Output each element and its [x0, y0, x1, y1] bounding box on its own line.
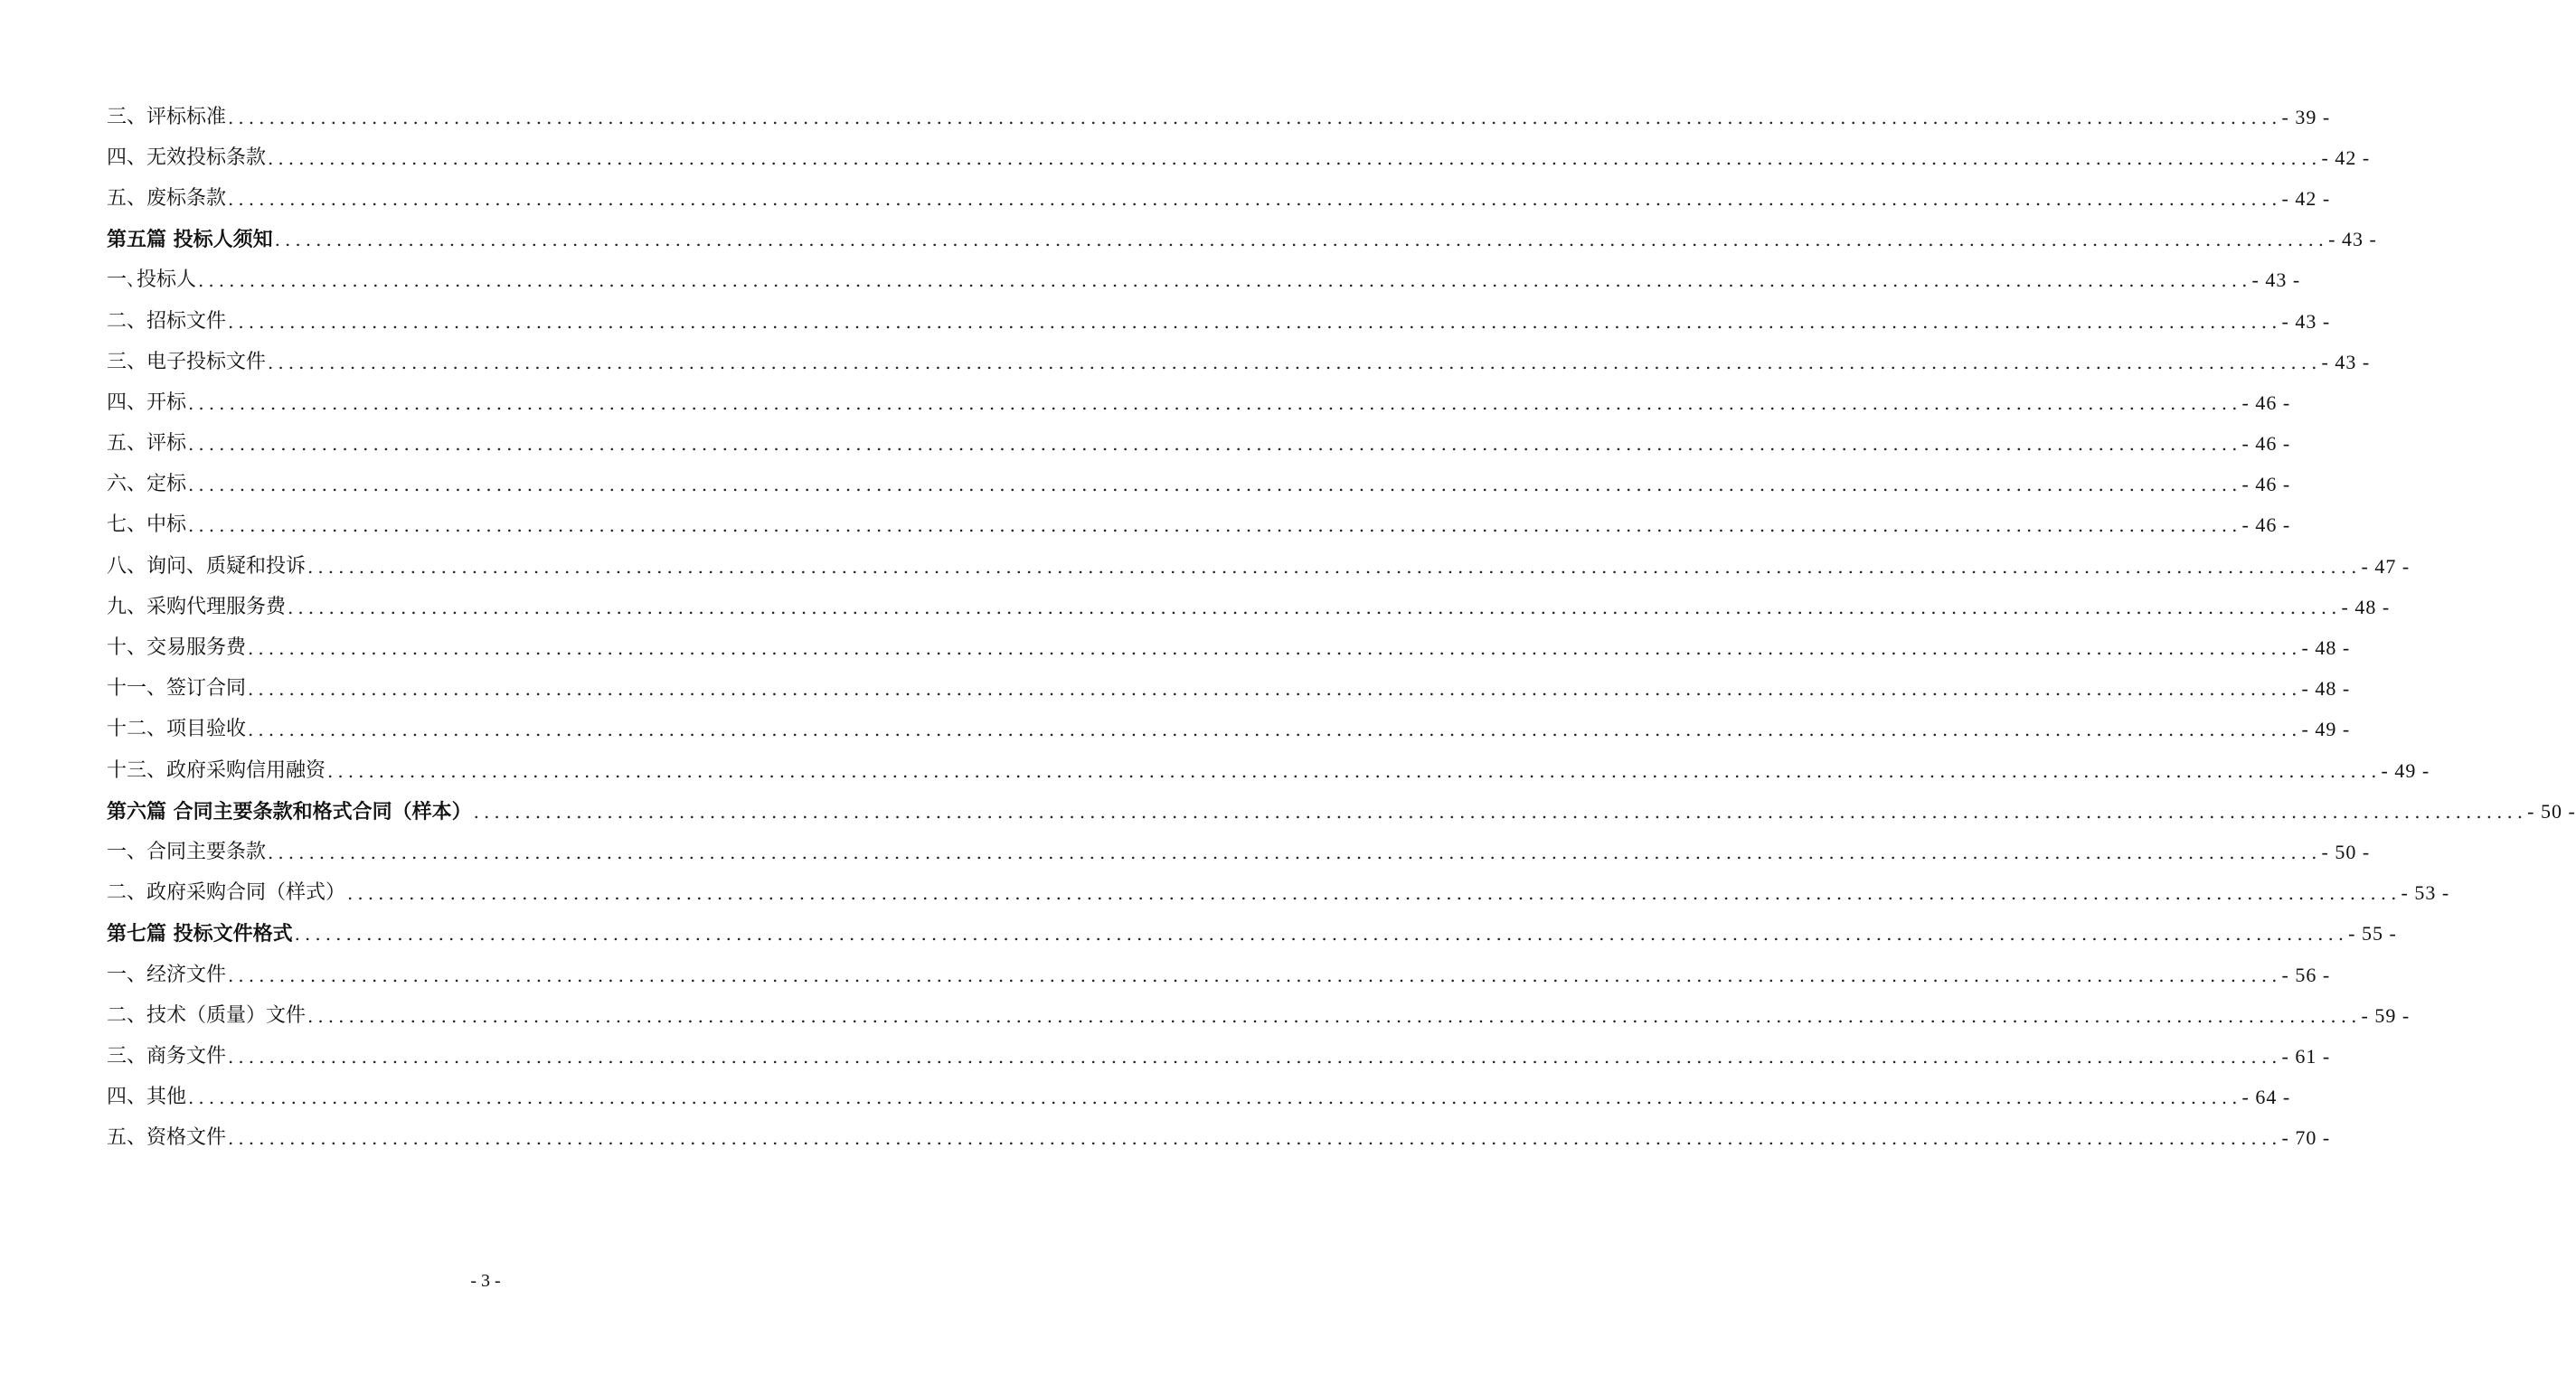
- toc-section-entry[interactable]: [107, 710, 2351, 750]
- toc-section-entry[interactable]: [107, 587, 2391, 627]
- toc-page-number: - 46 -: [2241, 432, 2291, 456]
- toc-page-number: - 43 -: [2328, 228, 2377, 251]
- toc-section-entry[interactable]: [107, 382, 2291, 423]
- toc-page-number: - 42 -: [2281, 186, 2331, 210]
- toc-dot-leader: ........................................................................................................................................................................................................: [307, 555, 2362, 578]
- toc-entry-label: 四、开标: [107, 391, 187, 414]
- toc-page-number: - 49 -: [2381, 758, 2430, 782]
- toc-dot-leader: ........................................................................................................................................................................................................: [228, 1127, 2282, 1150]
- toc-page-number: - 42 -: [2321, 146, 2371, 169]
- toc-dot-leader: ........................................................................................................................................................................................................: [307, 1004, 2362, 1027]
- toc-page-number: - 46 -: [2241, 513, 2291, 537]
- toc-page-number: - 43 -: [2281, 309, 2331, 333]
- toc-page-number: - 61 -: [2281, 1044, 2331, 1068]
- toc-section-entry[interactable]: [107, 832, 2371, 872]
- toc-dot-leader: ........................................................................................................................................................................................................: [288, 596, 2342, 618]
- toc-page-number: - 43 -: [2251, 268, 2301, 292]
- toc-section-entry[interactable]: [107, 995, 2411, 1036]
- toc-entry-label: 一、经济文件: [107, 963, 227, 986]
- toc-page-number: - 50 -: [2321, 840, 2371, 863]
- toc-entry-label: 三、评标标准: [107, 105, 227, 128]
- toc-dot-leader: ........................................................................................................................................................................................................: [198, 269, 2252, 292]
- toc-entry-label: 七、中标: [107, 513, 187, 537]
- toc-entry-label: 十二、项目验收: [107, 718, 247, 741]
- toc-dot-leader: ........................................................................................................................................................................................................: [188, 1087, 2242, 1109]
- toc-page-number: - 48 -: [2301, 636, 2351, 660]
- toc-dot-leader: ........................................................................................................................................................................................................: [248, 637, 2302, 660]
- toc-dot-leader: ........................................................................................................................................................................................................: [228, 1045, 2282, 1068]
- toc-page-number: - 48 -: [2341, 595, 2391, 618]
- toc-page-number: - 39 -: [2281, 105, 2331, 128]
- toc-page-number: - 48 -: [2301, 677, 2351, 701]
- toc-section-entry[interactable]: [107, 342, 2371, 382]
- toc-page-number: - 70 -: [2281, 1126, 2331, 1150]
- toc-dot-leader: ........................................................................................................................................................................................................: [268, 351, 2322, 373]
- toc-section-entry[interactable]: [107, 873, 2450, 914]
- toc-section-entry[interactable]: [107, 260, 2301, 301]
- toc-page-number: - 55 -: [2348, 922, 2397, 946]
- toc-section-entry[interactable]: [107, 750, 2430, 791]
- toc-entry-label: 五、评标: [107, 432, 187, 456]
- toc-section-entry[interactable]: [107, 424, 2291, 465]
- toc-entry-label: 四、无效投标条款: [107, 146, 267, 169]
- toc-entry-label: 二、政府采购合同（样式）: [107, 881, 346, 905]
- toc-page-number: - 43 -: [2321, 350, 2371, 373]
- toc-entry-label: 第六篇 合同主要条款和格式合同（样本）: [107, 799, 472, 823]
- toc-section-entry[interactable]: [107, 669, 2351, 710]
- toc-page-number: - 49 -: [2301, 718, 2351, 741]
- toc-entry-label: 四、其他: [107, 1086, 187, 1109]
- toc-entry-label: 八、询问、质疑和投诉: [107, 554, 307, 578]
- toc-dot-leader: ........................................................................................................................................................................................................: [228, 964, 2282, 986]
- toc-dot-leader: ........................................................................................................................................................................................................: [188, 474, 2242, 496]
- toc-section-entry[interactable]: [107, 627, 2351, 668]
- toc-entry-label: 五、废标条款: [107, 186, 227, 210]
- toc-part-entry[interactable]: [107, 914, 2397, 955]
- toc-section-entry[interactable]: [107, 97, 2331, 137]
- toc-section-entry[interactable]: [107, 301, 2331, 342]
- toc-entry-label: 一、合同主要条款: [107, 840, 267, 863]
- toc-dot-leader: ........................................................................................................................................................................................................: [347, 882, 2401, 905]
- page-footer-number: - 3 -: [470, 1271, 501, 1291]
- toc-entry-label: 三、商务文件: [107, 1044, 227, 1068]
- toc-entry-label: 第五篇 投标人须知: [107, 228, 273, 252]
- toc-entry-label: 九、采购代理服务费: [107, 595, 287, 618]
- toc-dot-leader: ........................................................................................................................................................................................................: [188, 433, 2242, 456]
- toc-dot-leader: ........................................................................................................................................................................................................: [268, 146, 2322, 169]
- toc-section-entry[interactable]: [107, 955, 2331, 995]
- toc-dot-leader: ........................................................................................................................................................................................................: [473, 800, 2528, 823]
- toc-entry-label: 一､投标人: [107, 268, 197, 292]
- toc-dot-leader: ........................................................................................................................................................................................................: [327, 759, 2382, 782]
- toc-section-entry[interactable]: [107, 1036, 2331, 1077]
- toc-section-entry[interactable]: [107, 178, 2331, 219]
- toc-page-number: - 46 -: [2241, 473, 2291, 496]
- toc-part-entry[interactable]: [107, 220, 2377, 260]
- toc-page-number: - 47 -: [2361, 554, 2411, 578]
- toc-page-number: - 50 -: [2527, 799, 2576, 823]
- toc-section-entry[interactable]: [107, 1118, 2331, 1159]
- toc-entry-label: 第七篇 投标文件格式: [107, 922, 293, 946]
- toc-dot-leader: ........................................................................................................................................................................................................: [188, 391, 2242, 414]
- toc-entry-label: 二、招标文件: [107, 309, 227, 333]
- table-of-contents: [107, 97, 2576, 1159]
- toc-page-number: - 59 -: [2361, 1003, 2411, 1027]
- toc-page-number: - 64 -: [2241, 1086, 2291, 1109]
- toc-dot-leader: ........................................................................................................................................................................................................: [248, 719, 2302, 741]
- toc-page-number: - 46 -: [2241, 391, 2291, 414]
- toc-page-number: - 56 -: [2281, 963, 2331, 986]
- toc-page-number: - 53 -: [2401, 881, 2450, 905]
- toc-dot-leader: ........................................................................................................................................................................................................: [228, 310, 2282, 333]
- toc-entry-label: 三、电子投标文件: [107, 350, 267, 373]
- toc-part-entry[interactable]: [107, 791, 2576, 832]
- toc-section-entry[interactable]: [107, 137, 2371, 178]
- toc-entry-label: 十一、签订合同: [107, 677, 247, 701]
- toc-dot-leader: ........................................................................................................................................................................................................: [294, 923, 2349, 946]
- toc-dot-leader: ........................................................................................................................................................................................................: [274, 229, 2329, 251]
- toc-dot-leader: ........................................................................................................................................................................................................: [268, 841, 2322, 863]
- toc-dot-leader: ........................................................................................................................................................................................................: [248, 678, 2302, 701]
- toc-section-entry[interactable]: [107, 546, 2411, 587]
- toc-dot-leader: ........................................................................................................................................................................................................: [188, 514, 2242, 537]
- toc-dot-leader: ........................................................................................................................................................................................................: [228, 187, 2282, 210]
- toc-entry-label: 十三、政府采购信用融资: [107, 758, 326, 782]
- toc-entry-label: 五、资格文件: [107, 1126, 227, 1150]
- toc-entry-label: 六、定标: [107, 473, 187, 496]
- toc-section-entry[interactable]: [107, 465, 2291, 505]
- toc-section-entry[interactable]: [107, 505, 2291, 546]
- toc-entry-label: 二、技术（质量）文件: [107, 1003, 307, 1027]
- toc-dot-leader: ........................................................................................................................................................................................................: [228, 106, 2282, 128]
- toc-section-entry[interactable]: [107, 1078, 2291, 1118]
- toc-entry-label: 十、交易服务费: [107, 636, 247, 660]
